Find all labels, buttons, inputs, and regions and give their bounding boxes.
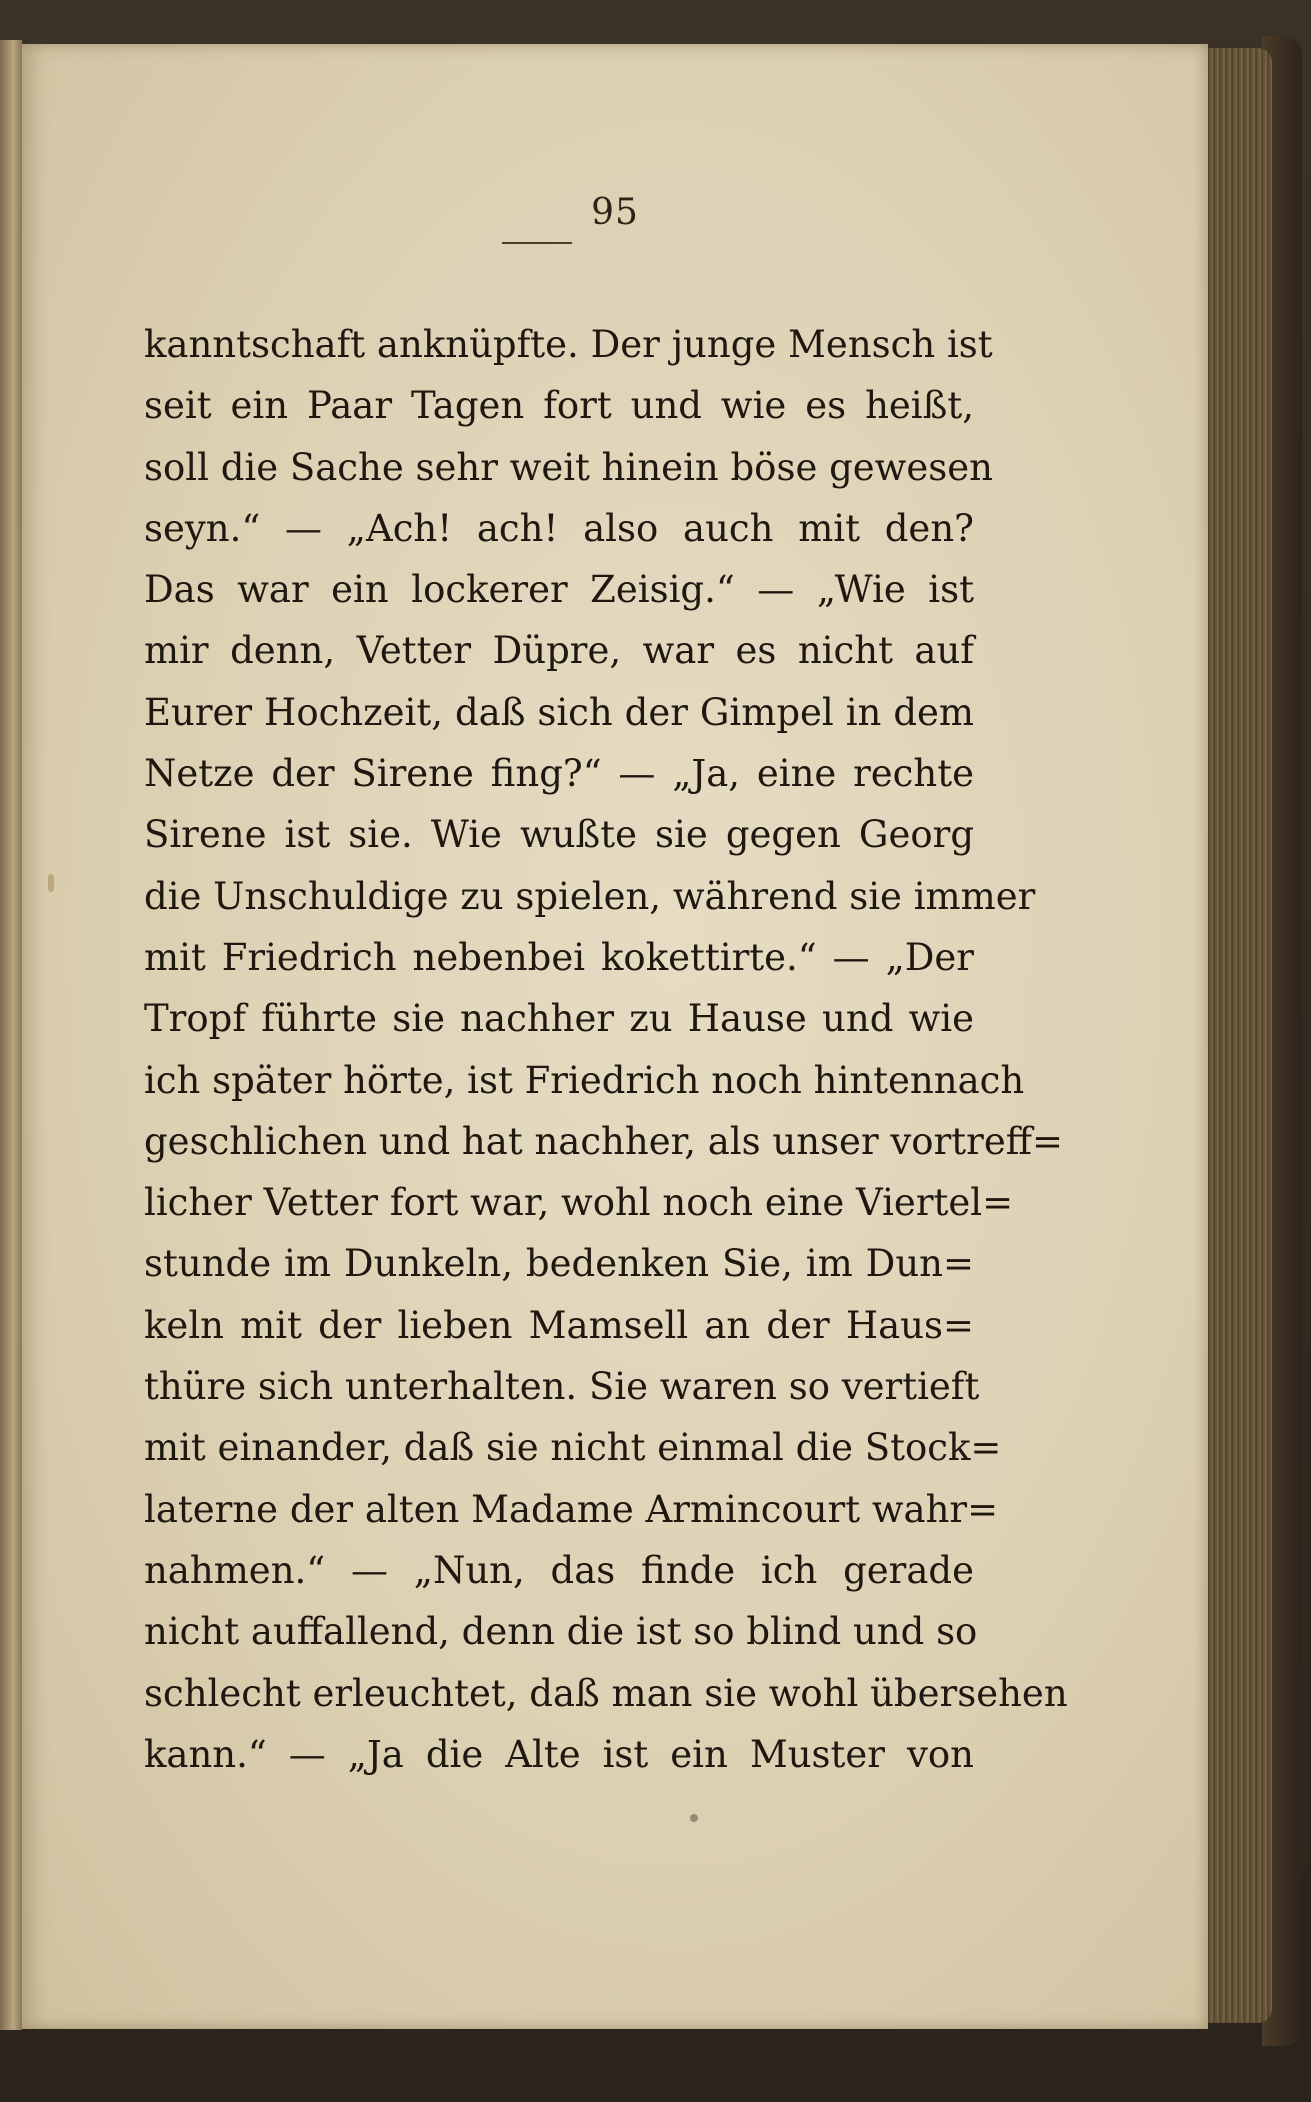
previous-page-edge <box>0 40 22 2030</box>
book-page <box>22 44 1208 2029</box>
paper-speck <box>48 874 54 892</box>
text-line: Tropf führte sie nachher zu Hause und wie <box>144 997 974 1041</box>
text-line: Eurer Hochzeit, daß sich der Gimpel in dem <box>144 690 974 734</box>
text-line: licher Vetter fort war, wohl noch eine Viertel= <box>144 1181 1014 1225</box>
text-line: mir denn, Vetter Düpre, war es nicht auf <box>144 629 974 673</box>
text-line: soll die Sache sehr weit hinein böse gewesen <box>144 445 993 489</box>
text-line: kanntschaft anknüpfte. Der junge Mensch ist <box>144 323 993 366</box>
text-line: geschlichen und hat nachher, als unser vortreff= <box>144 1119 1064 1163</box>
text-line: Sirene ist sie. Wie wußte sie gegen Georg <box>144 813 974 857</box>
text-line: stunde im Dunkeln, bedenken Sie, im Dun= <box>144 1242 974 1286</box>
text-line: thüre sich unterhalten. Sie waren so vertieft <box>144 1365 980 1409</box>
text-line: Das war ein lockerer Zeisig.“ — „Wie ist <box>144 568 974 612</box>
page-number: 95 <box>591 192 639 233</box>
text-line: mit Friedrich nebenbei kokettirte.“ — „Der <box>144 935 974 979</box>
text-line: nahmen.“ — „Nun, das finde ich gerade <box>144 1548 974 1592</box>
body-text <box>144 314 1068 1785</box>
text-line: nicht auffallend, denn die ist so blind und so <box>144 1610 978 1654</box>
page-number-rule <box>502 242 572 244</box>
paper-speck <box>690 1814 698 1822</box>
text-line: laterne der alten Madame Armincourt wahr= <box>144 1487 999 1531</box>
text-line: keln mit der lieben Mamsell an der Haus= <box>144 1303 974 1347</box>
text-line: schlecht erleuchtet, daß man sie wohl übersehen <box>144 1671 1068 1715</box>
text-line: kann.“ — „Ja die Alte ist ein Muster von <box>144 1732 974 1776</box>
text-line: Netze der Sirene fing?“ — „Ja, eine rechte <box>144 752 974 796</box>
text-line: ich später hörte, ist Friedrich noch hintennach <box>144 1058 1025 1102</box>
text-line: mit einander, daß sie nicht einmal die Stock= <box>144 1426 1002 1470</box>
text-line: die Unschuldige zu spielen, während sie immer <box>144 874 1036 918</box>
text-line: seyn.“ — „Ach! ach! also auch mit den? <box>144 506 974 550</box>
text-line: seit ein Paar Tagen fort und wie es heißt, <box>144 384 974 428</box>
